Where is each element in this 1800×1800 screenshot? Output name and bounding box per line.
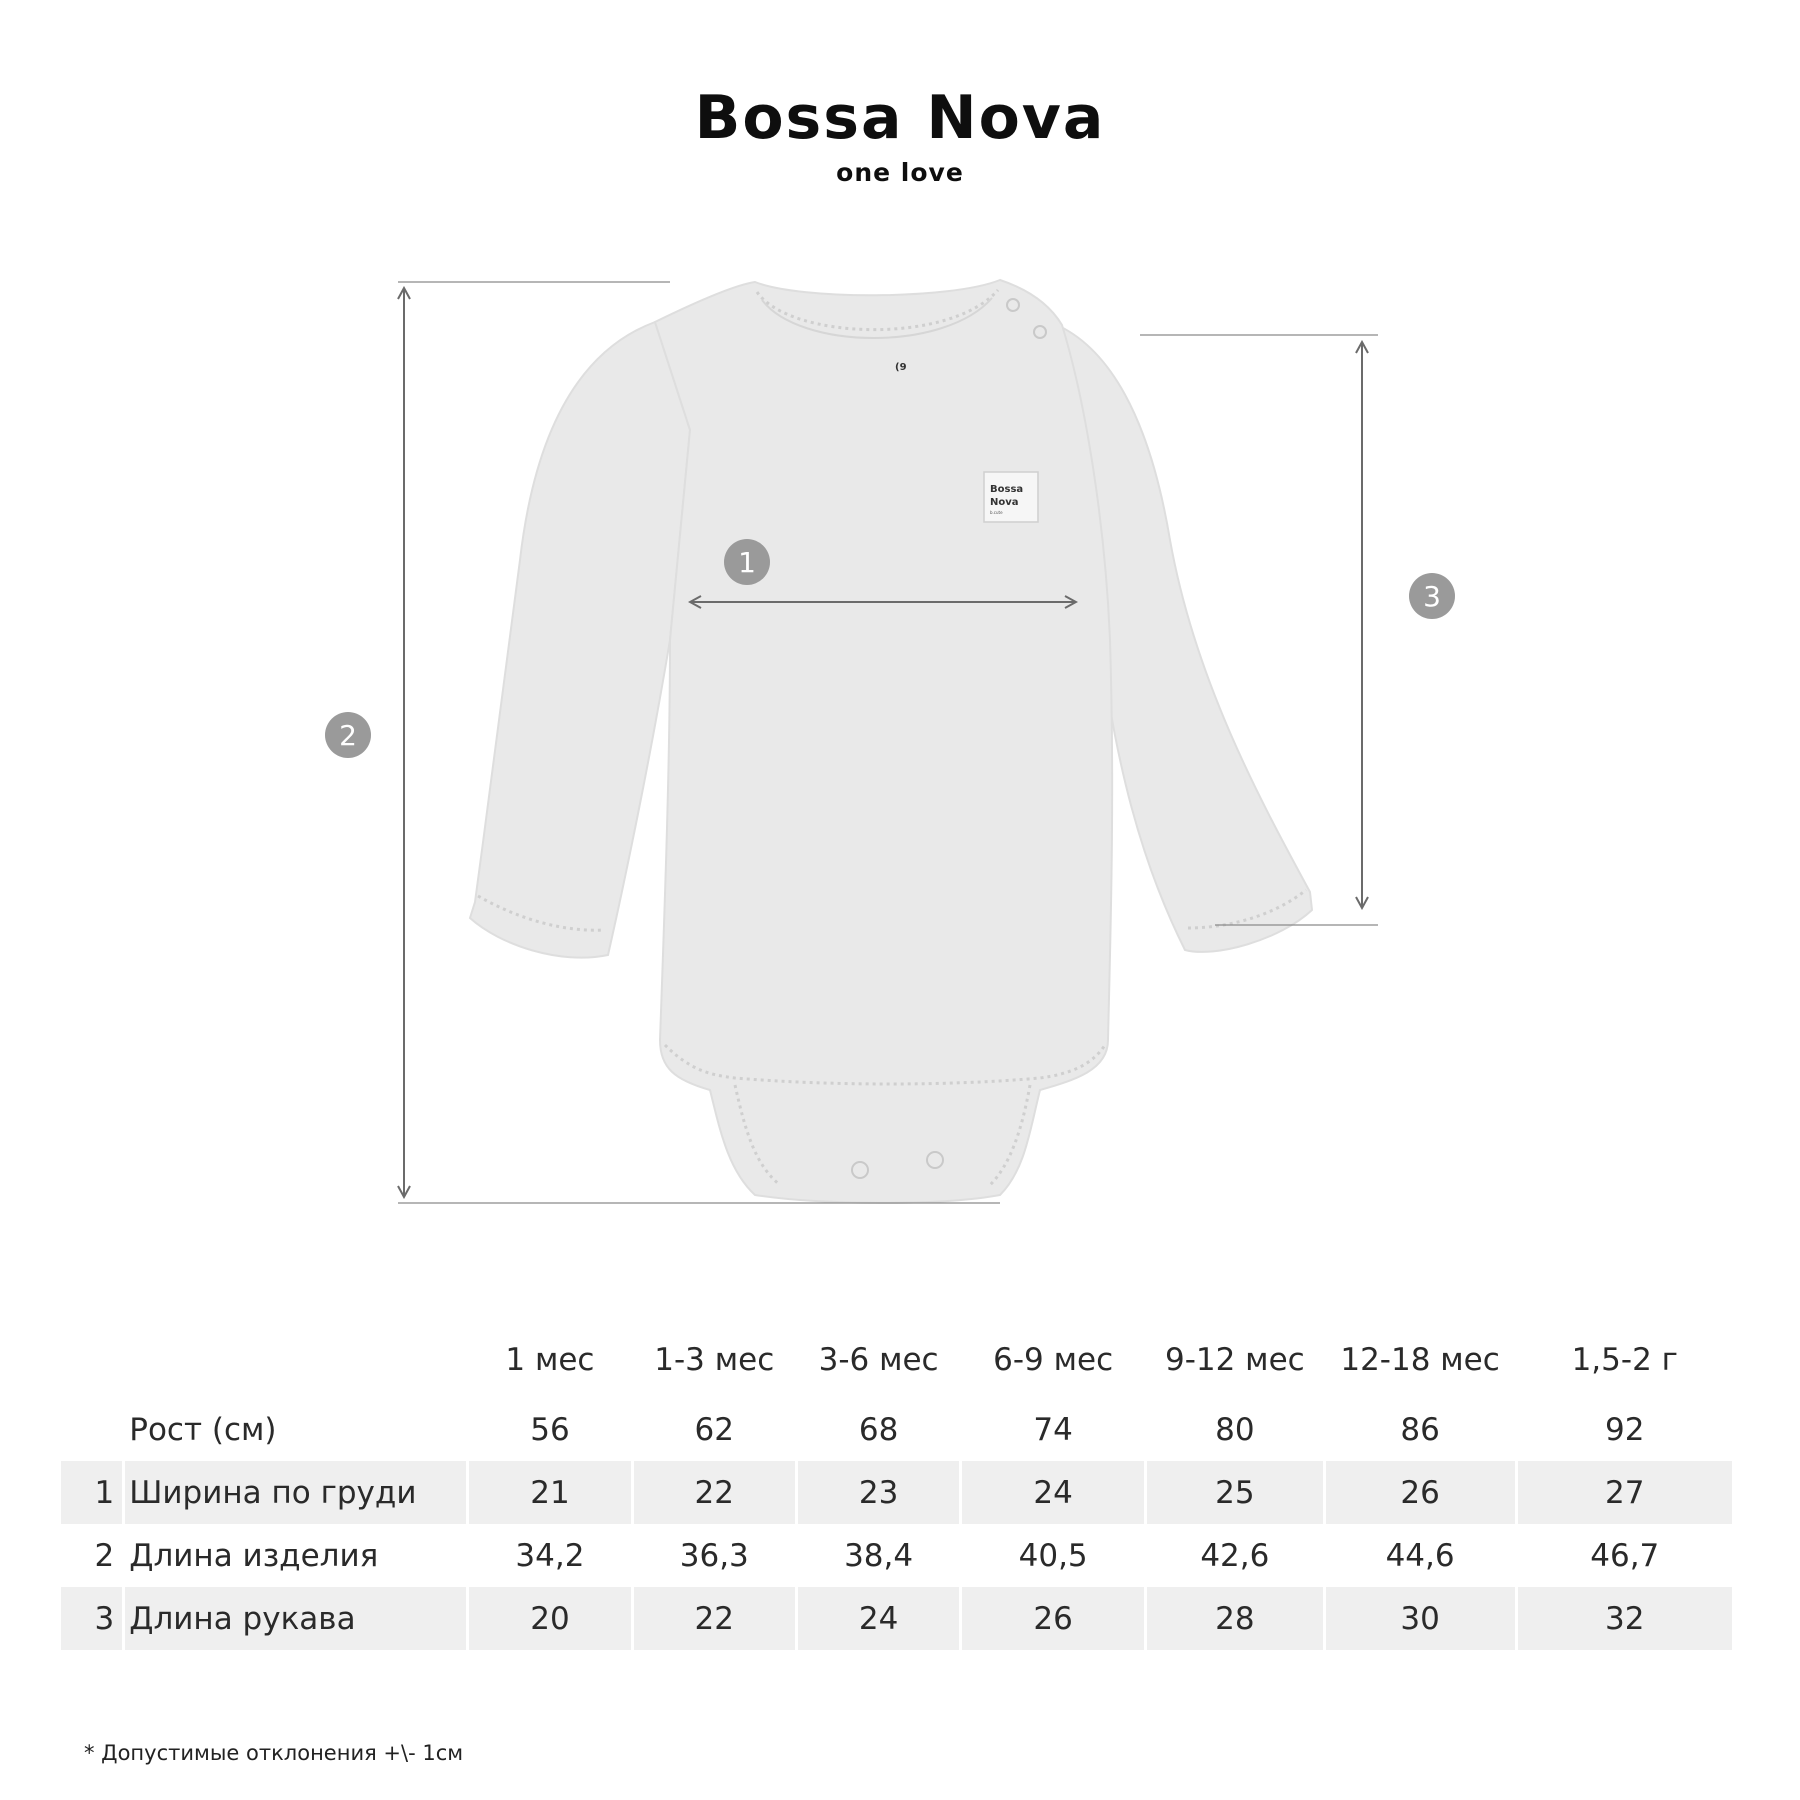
table-row-sleeve xyxy=(61,1587,1732,1650)
svg-text:2: 2 xyxy=(339,719,357,752)
table-cell: 42,6 xyxy=(1200,1537,1270,1574)
tolerance-footnote: * Допустимые отклонения +\- 1см xyxy=(84,1741,464,1765)
size-header: 1 мес xyxy=(505,1342,595,1378)
table-cell: 86 xyxy=(1400,1411,1440,1448)
table-cell: 20 xyxy=(469,1587,630,1650)
size-header: 6-9 мес xyxy=(993,1342,1114,1378)
table-cell: 46,7 xyxy=(1590,1537,1660,1574)
table-cell: 26 xyxy=(1326,1461,1515,1524)
row-number: 2 xyxy=(94,1537,115,1574)
table-cell: 56 xyxy=(530,1411,570,1448)
row-label: Рост (см) xyxy=(129,1411,277,1448)
table-cell: 28 xyxy=(1147,1587,1323,1650)
table-cell: 26 xyxy=(962,1587,1144,1650)
table-row-height xyxy=(61,1398,1732,1461)
size-header: 12-18 мес xyxy=(1340,1342,1500,1378)
table-cell: 22 xyxy=(634,1587,795,1650)
table-cell: 30 xyxy=(1326,1587,1515,1650)
size-header: 9-12 мес xyxy=(1164,1342,1305,1378)
table-row-chest xyxy=(61,1461,1732,1524)
svg-text:1: 1 xyxy=(738,546,756,579)
table-cell: 40,5 xyxy=(1018,1537,1088,1574)
marker-sleeve xyxy=(1409,573,1455,619)
size-header-row xyxy=(61,1322,1732,1398)
table-cell: 36,3 xyxy=(679,1537,749,1574)
table-cell: 25 xyxy=(1147,1461,1323,1524)
table-cell: 27 xyxy=(1518,1461,1732,1524)
row-number: 1 xyxy=(61,1461,122,1524)
table-cell: 21 xyxy=(469,1461,630,1524)
size-header: 3-6 мес xyxy=(818,1342,939,1378)
table-row-length xyxy=(61,1524,1732,1587)
svg-text:3: 3 xyxy=(1423,580,1441,613)
brand-label-line3: b.cute xyxy=(990,510,1003,515)
brand-label-line1: Bossa xyxy=(990,484,1024,495)
table-cell: 38,4 xyxy=(844,1537,914,1574)
row-number: 3 xyxy=(61,1587,122,1650)
size-header: 1,5-2 г xyxy=(1571,1342,1678,1378)
table-cell: 74 xyxy=(1033,1411,1073,1448)
brand-label-line2: Nova xyxy=(990,497,1019,508)
brand-tagline: one love xyxy=(836,158,964,187)
marker-chest xyxy=(724,539,770,585)
table-cell: 22 xyxy=(634,1461,795,1524)
table-cell: 68 xyxy=(858,1411,899,1448)
table-cell: 44,6 xyxy=(1385,1537,1455,1574)
row-label: Ширина по груди xyxy=(125,1461,466,1524)
table-cell: 34,2 xyxy=(515,1537,585,1574)
table-cell: 80 xyxy=(1215,1411,1255,1448)
table-cell: 24 xyxy=(962,1461,1144,1524)
row-label: Длина рукава xyxy=(125,1587,466,1650)
body xyxy=(655,280,1112,1203)
marker-length xyxy=(325,712,371,758)
size-chart-table xyxy=(58,1322,1735,1650)
left-sleeve xyxy=(470,322,690,958)
table-cell: 23 xyxy=(798,1461,959,1524)
table-cell: 92 xyxy=(1605,1411,1645,1448)
row-label: Длина изделия xyxy=(129,1537,379,1574)
table-cell: 32 xyxy=(1518,1587,1732,1650)
bodysuit-illustration xyxy=(470,280,1312,1203)
table-cell: 24 xyxy=(798,1587,959,1650)
table-cell: 62 xyxy=(694,1411,734,1448)
size-header: 1-3 мес xyxy=(654,1342,775,1378)
row-number xyxy=(61,1398,122,1461)
brand-name: Bossa Nova xyxy=(694,83,1106,153)
neck-mark: (9 xyxy=(895,362,907,373)
